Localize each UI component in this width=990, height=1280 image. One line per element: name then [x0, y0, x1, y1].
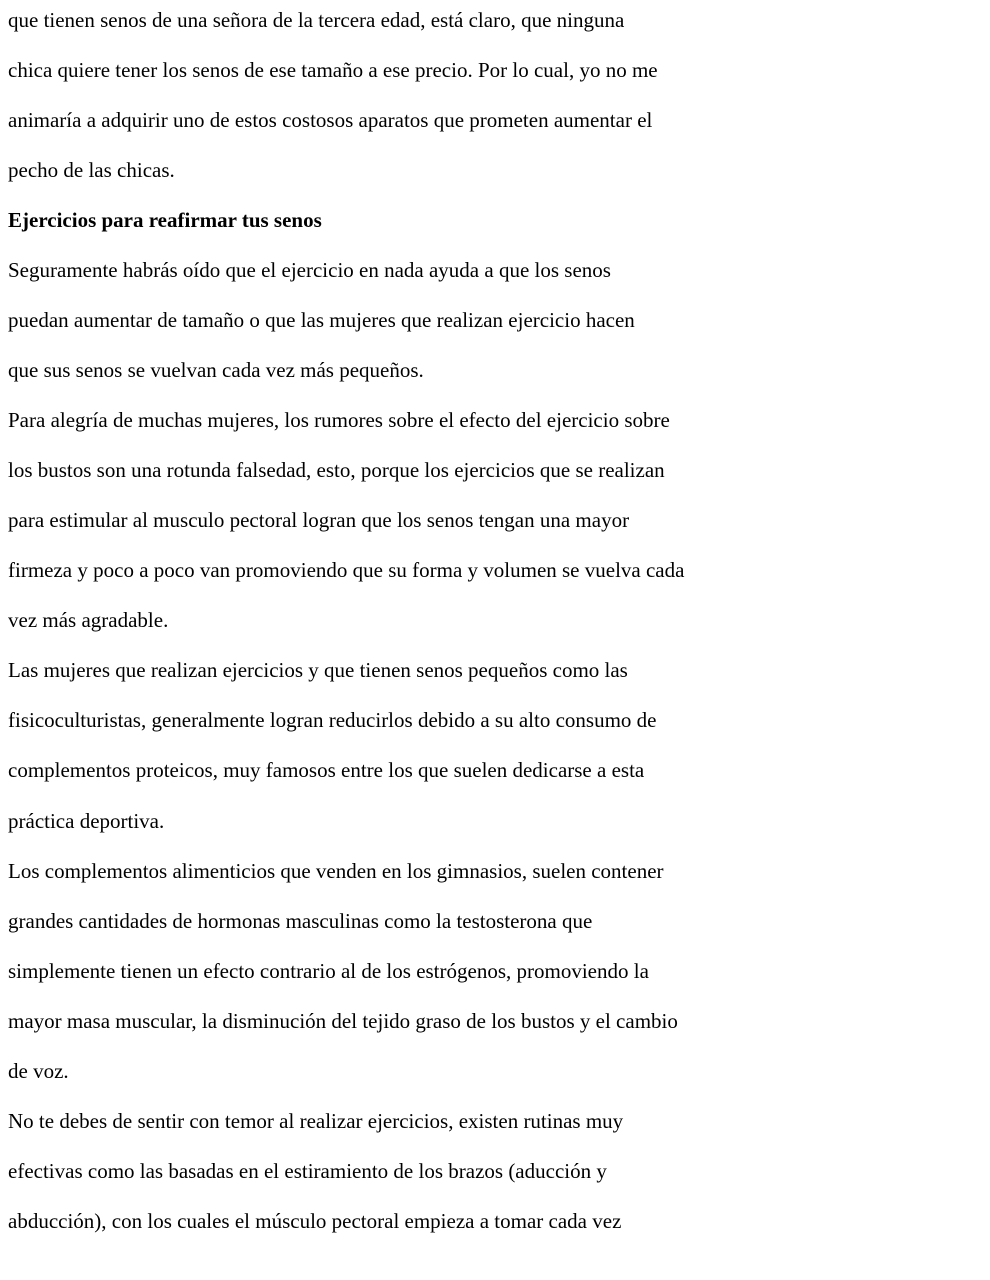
text-line: No te debes de sentir con temor al realizar ejercicios, existen rutinas muy: [8, 1109, 624, 1133]
text-line: de voz.: [8, 1059, 69, 1083]
text-line: vez más agradable.: [8, 608, 169, 632]
text-line: los bustos son una rotunda falsedad, esto, porque los ejercicios que se realizan: [8, 458, 665, 482]
text-line: puedan aumentar de tamaño o que las mujeres que realizan ejercicio hacen: [8, 308, 635, 332]
text-line: fisicoculturistas, generalmente logran reducirlos debido a su alto consumo de: [8, 708, 657, 732]
text-line: Las mujeres que realizan ejercicios y que tienen senos pequeños como las: [8, 658, 628, 682]
text-line: Seguramente habrás oído que el ejercicio en nada ayuda a que los senos: [8, 258, 611, 282]
text-line: para estimular al musculo pectoral logran que los senos tengan una mayor: [8, 508, 630, 532]
section-heading: Ejercicios para reafirmar tus senos: [8, 208, 322, 232]
text-line: abducción), con los cuales el músculo pectoral empieza a tomar cada vez: [8, 1209, 622, 1233]
text-line: práctica deportiva.: [8, 809, 165, 833]
text-line: pecho de las chicas.: [8, 158, 175, 182]
text-line: grandes cantidades de hormonas masculinas como la testosterona que: [8, 909, 593, 933]
text-line: chica quiere tener los senos de ese tamaño a ese precio. Por lo cual, yo no me: [8, 58, 658, 82]
text-line: mayor masa muscular, la disminución del tejido graso de los bustos y el cambio: [8, 1009, 678, 1033]
text-line: animaría a adquirir uno de estos costosos aparatos que prometen aumentar el: [8, 108, 653, 132]
text-line: Para alegría de muchas mujeres, los rumores sobre el efecto del ejercicio sobre: [8, 408, 670, 432]
text-line: firmeza y poco a poco van promoviendo que su forma y volumen se vuelva cada: [8, 558, 685, 582]
text-line: complementos proteicos, muy famosos entre los que suelen dedicarse a esta: [8, 758, 645, 782]
text-line: que sus senos se vuelvan cada vez más pequeños.: [8, 358, 424, 382]
text-line: efectivas como las basadas en el estiramiento de los brazos (aducción y: [8, 1159, 607, 1183]
text-line: Los complementos alimenticios que venden en los gimnasios, suelen contener: [8, 859, 664, 883]
text-line: simplemente tienen un efecto contrario al de los estrógenos, promoviendo la: [8, 959, 649, 983]
text-line: que tienen senos de una señora de la tercera edad, está claro, que ninguna: [8, 8, 625, 32]
